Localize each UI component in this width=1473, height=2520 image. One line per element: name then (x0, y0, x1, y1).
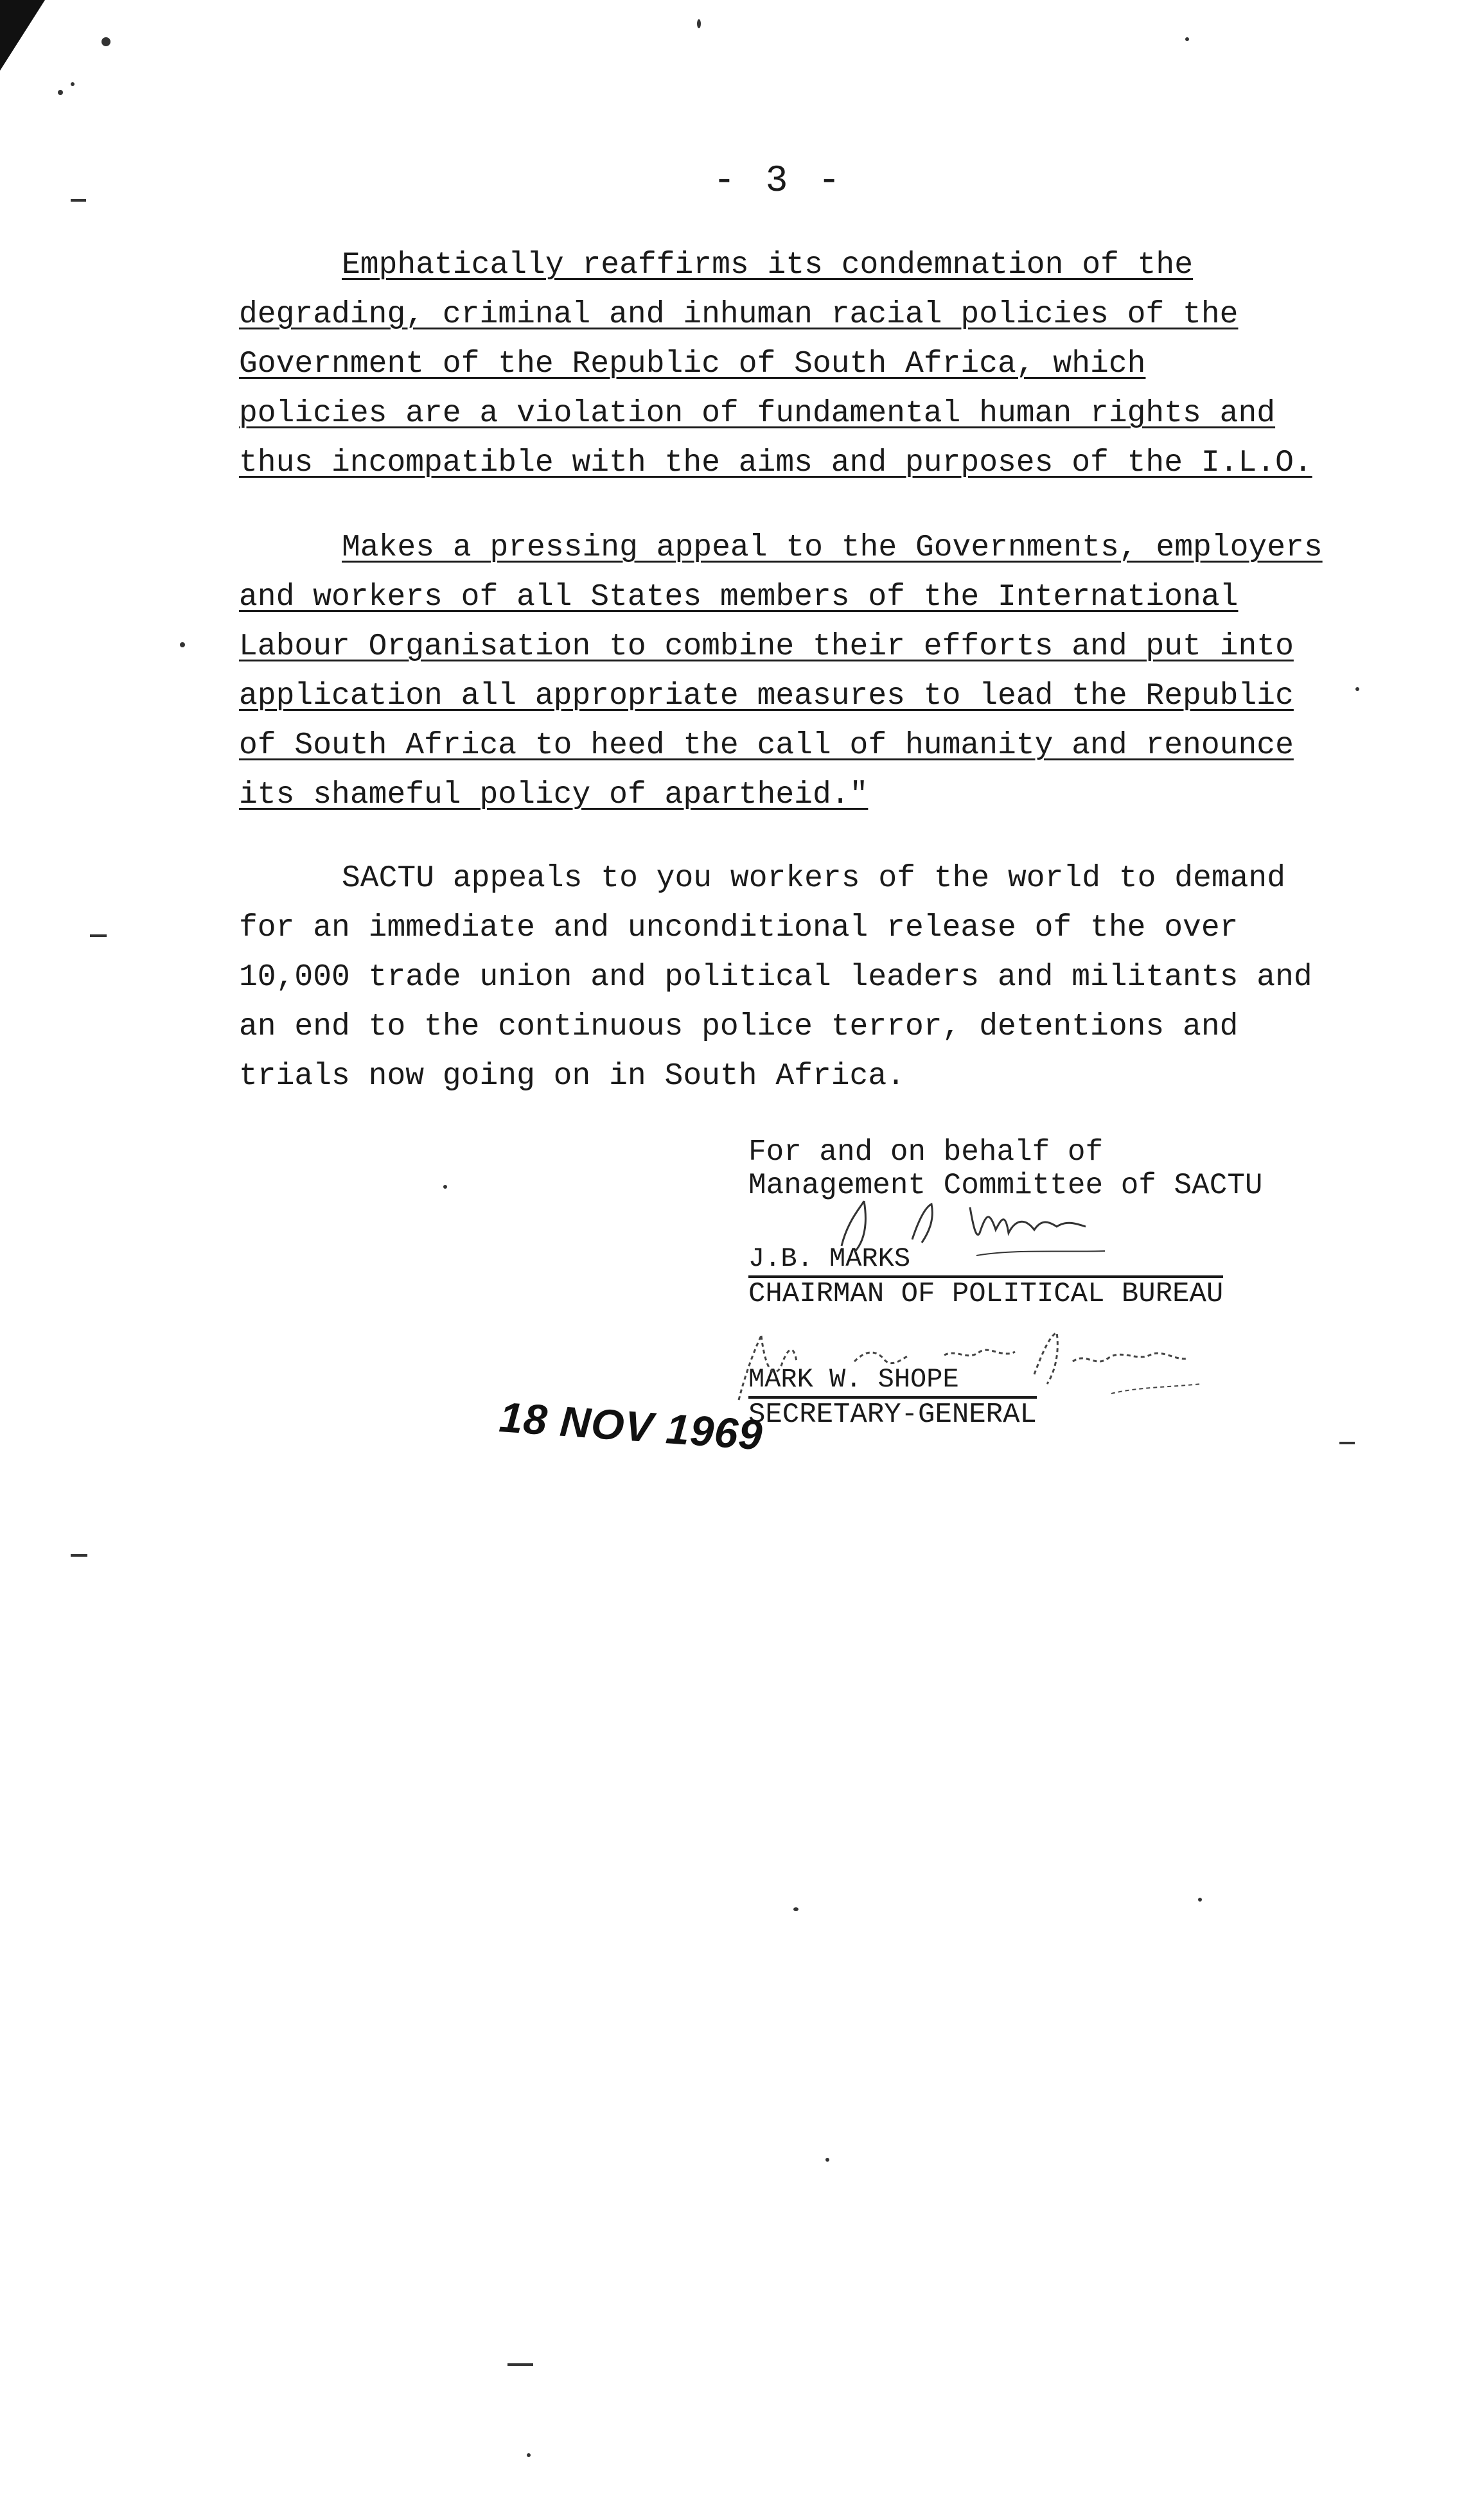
paragraph-line: SACTU appeals to you workers of the world to demand (342, 861, 1286, 896)
scan-speck (527, 2453, 531, 2457)
closing-line: For and on behalf of (748, 1135, 1104, 1169)
paragraph-line: Emphatically reaffirms its condemnation of the (342, 248, 1194, 283)
scan-speck (71, 82, 75, 86)
paragraph-line: Government of the Republic of South Africa, which (239, 347, 1146, 381)
scan-speck (1185, 37, 1189, 41)
paragraph-line: and workers of all States members of the International (239, 580, 1239, 615)
paragraph-line: 10,000 trade union and political leaders and militants and (239, 960, 1312, 995)
scan-speck (58, 90, 63, 95)
scan-speck (443, 1185, 447, 1189)
paragraph-line: thus incompatible with the aims and purposes of the I.L.O. (239, 446, 1312, 480)
paragraph-line: Makes a pressing appeal to the Governments, employers (342, 530, 1323, 565)
scan-dash (90, 934, 107, 937)
scan-speck (180, 642, 185, 647)
scan-speck (101, 37, 110, 46)
page-number: - 3 - (713, 161, 845, 202)
corner-scan-mark (0, 0, 45, 71)
signatory-title: SECRETARY-GENERAL (748, 1396, 1037, 1431)
paragraph-line: application all appropriate measures to lead the Republic (239, 679, 1294, 713)
paragraph-line: degrading, criminal and inhuman racial policies of the (239, 297, 1239, 332)
scan-speck (793, 1907, 798, 1911)
paragraph-line: trials now going on in South Africa. (239, 1059, 905, 1094)
scan-speck (825, 2158, 829, 2162)
scan-speck (697, 19, 701, 28)
paragraph-line: of South Africa to heed the call of humanity and renounce (239, 728, 1294, 763)
paragraph-line: an end to the continuous police terror, detentions and (239, 1010, 1239, 1044)
scan-speck (1198, 1898, 1202, 1902)
scan-dash (507, 2363, 533, 2366)
appeal-paragraph (239, 854, 1389, 1101)
signatory-name: J.B. MARKS (748, 1243, 911, 1274)
paragraph-line: for an immediate and unconditional release of the over (239, 911, 1239, 945)
paragraph-line: policies are a violation of fundamental human rights and (239, 396, 1276, 431)
resolution-paragraph-1 (239, 241, 1389, 488)
paragraph-line: its shameful policy of apartheid." (239, 778, 869, 812)
signature-block (748, 1135, 1339, 1431)
scan-dash (71, 1554, 87, 1557)
signatory-name: MARK W. SHOPE (748, 1364, 959, 1395)
signatory-title: CHAIRMAN OF POLITICAL BUREAU (748, 1275, 1223, 1310)
closing-line: Management Committee of SACTU (748, 1169, 1263, 1202)
resolution-paragraph-2 (239, 523, 1389, 820)
paragraph-line: Labour Organisation to combine their efforts and put into (239, 629, 1294, 664)
scan-dash (71, 199, 86, 202)
date-stamp: 18 NOV 1969 (497, 1392, 764, 1459)
scan-dash (1339, 1442, 1355, 1444)
